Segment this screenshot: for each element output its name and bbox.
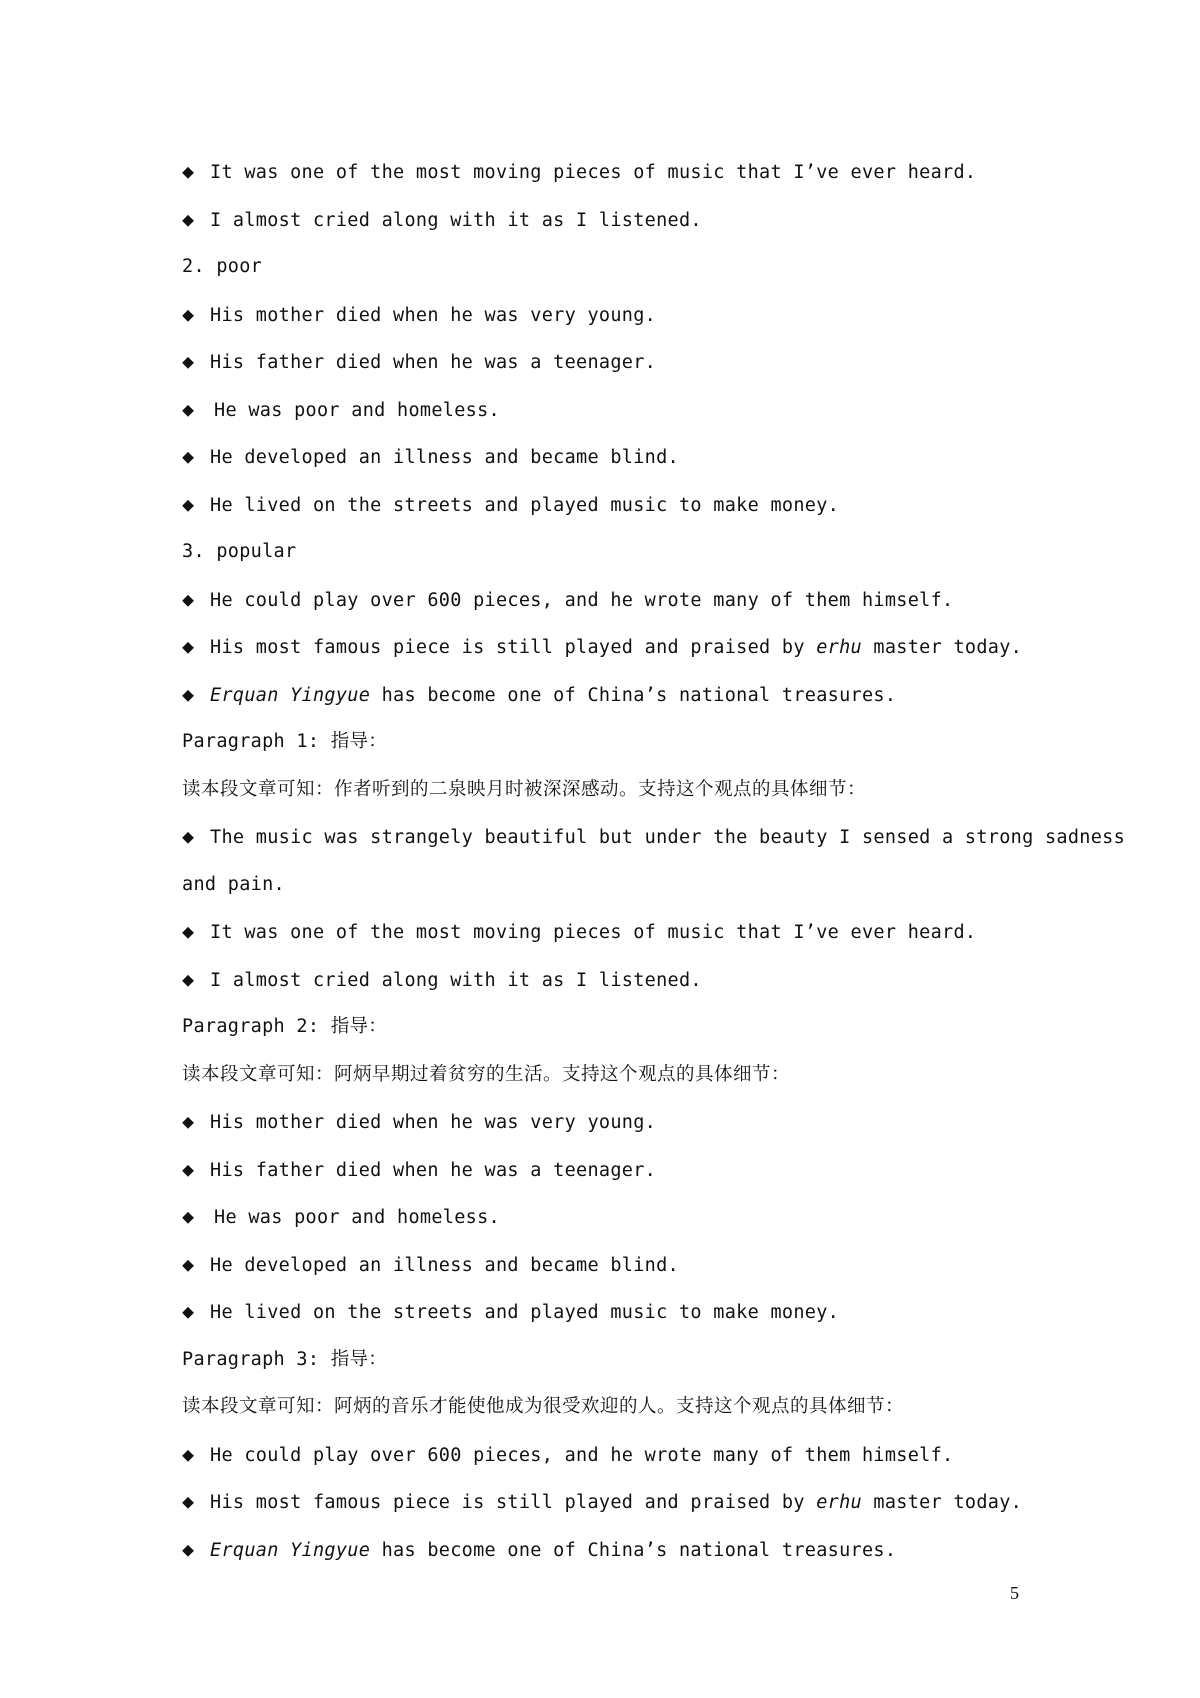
diamond-bullet-icon: ◆ [182,396,195,421]
text-line [182,1003,1082,1051]
line-text: Paragraph 2: 指导： [182,1016,388,1037]
bullet-item [182,671,1082,719]
line-text: His mother died when he was very young. [210,304,657,326]
italic-term: erhu [816,1492,862,1513]
text-line [182,861,1082,909]
line-text: 读本段文章可知：作者听到的二泉映月时被深深感动。支持这个观点的具体细节： [182,778,867,800]
bullet-item [182,148,1082,196]
diamond-bullet-icon: ◆ [182,1299,195,1323]
line-text: He lived on the streets and played music to make money. [210,494,840,516]
line-text: 读本段文章可知：阿炳的音乐才能使他成为很受欢迎的人。支持这个观点的具体细节： [182,1396,905,1417]
line-text: master today. [861,1492,1023,1513]
diamond-bullet-icon: ◆ [182,301,195,326]
page-number: 5 [1010,1583,1019,1603]
diamond-bullet-icon: ◆ [182,1109,195,1133]
diamond-bullet-icon: ◆ [182,824,195,848]
italic-term: erhu [816,637,862,658]
chinese-guide-text [182,1383,1082,1431]
diamond-bullet-icon: ◆ [182,159,195,183]
diamond-bullet-icon: ◆ [182,1204,195,1228]
line-text: He lived on the streets and played music to make money. [210,1302,840,1323]
italic-term: Erquan Yingyue [210,1539,371,1561]
line-text: His most famous piece is still played and praised by [210,637,817,658]
diamond-bullet-icon: ◆ [182,206,195,231]
bullet-item [182,1526,1082,1574]
line-text: 3. popular [182,541,297,562]
chinese-guide-text [182,766,1082,814]
line-text: has become one of China’s national treasures. [370,1539,897,1561]
bullet-item [182,196,1082,244]
bullet-item [182,1146,1082,1194]
bullet-item [182,1241,1082,1289]
line-text: has become one of China’s national treasures. [370,684,897,706]
bullet-item [182,623,1082,671]
line-text: He was poor and homeless. [214,399,500,421]
diamond-bullet-icon: ◆ [182,681,195,706]
bullet-item [182,338,1082,386]
diamond-bullet-icon: ◆ [182,966,195,991]
line-text: He was poor and homeless. [214,1207,500,1228]
line-text: 2. poor [182,256,263,277]
bullet-item [182,481,1082,529]
diamond-bullet-icon: ◆ [182,491,195,516]
line-text: Paragraph 1: 指导： [182,731,388,752]
line-text: His father died when he was a teenager. [210,352,657,373]
bullet-item [182,576,1082,624]
line-text: I almost cried along with it as I listened. [210,969,702,991]
line-text: He developed an illness and became blind. [210,1254,679,1276]
diamond-bullet-icon: ◆ [182,1536,195,1561]
text-line [182,243,1082,291]
bullet-item [182,1431,1082,1479]
bullet-item [182,1098,1082,1146]
line-text: It was one of the most moving pieces of music that I’ve ever heard. [210,922,977,943]
chinese-guide-text [182,1051,1082,1099]
bullet-item [182,433,1082,481]
line-text: His mother died when he was very young. [210,1112,657,1133]
bullet-item [182,1193,1082,1241]
bullet-item [182,386,1082,434]
text-line [182,718,1082,766]
diamond-bullet-icon: ◆ [182,634,195,658]
diamond-bullet-icon: ◆ [182,1489,195,1513]
text-line [182,1336,1082,1384]
line-text: He could play over 600 pieces, and he wrote many of them himself. [210,1444,954,1466]
line-text: 读本段文章可知：阿炳早期过着贫穷的生活。支持这个观点的具体细节： [182,1063,791,1085]
text-line [182,528,1082,576]
line-text: master today. [861,637,1023,658]
bullet-item [182,1288,1082,1336]
italic-term: Erquan Yingyue [210,684,371,706]
line-text: and pain. [182,873,285,895]
bullet-item [182,908,1082,956]
diamond-bullet-icon: ◆ [182,1251,195,1276]
diamond-bullet-icon: ◆ [182,349,195,373]
bullet-item [182,813,1126,861]
bullet-item [182,1478,1082,1526]
bullet-item [182,291,1082,339]
document-body [182,148,1126,1573]
line-text: It was one of the most moving pieces of music that I’ve ever heard. [210,162,977,183]
diamond-bullet-icon: ◆ [182,919,195,943]
line-text: His father died when he was a teenager. [210,1159,657,1181]
line-text: I almost cried along with it as I listened. [210,209,702,231]
diamond-bullet-icon: ◆ [182,586,195,611]
diamond-bullet-icon: ◆ [182,1441,195,1466]
line-text: His most famous piece is still played and praised by [210,1492,817,1513]
diamond-bullet-icon: ◆ [182,1156,195,1181]
bullet-item [182,956,1082,1004]
line-text: Paragraph 3: 指导： [182,1348,388,1370]
diamond-bullet-icon: ◆ [182,444,195,468]
line-text: The music was strangely beautiful but under the beauty I sensed a strong sadness [210,827,1126,848]
line-text: He could play over 600 pieces, and he wrote many of them himself. [210,589,954,611]
line-text: He developed an illness and became blind. [210,447,679,468]
